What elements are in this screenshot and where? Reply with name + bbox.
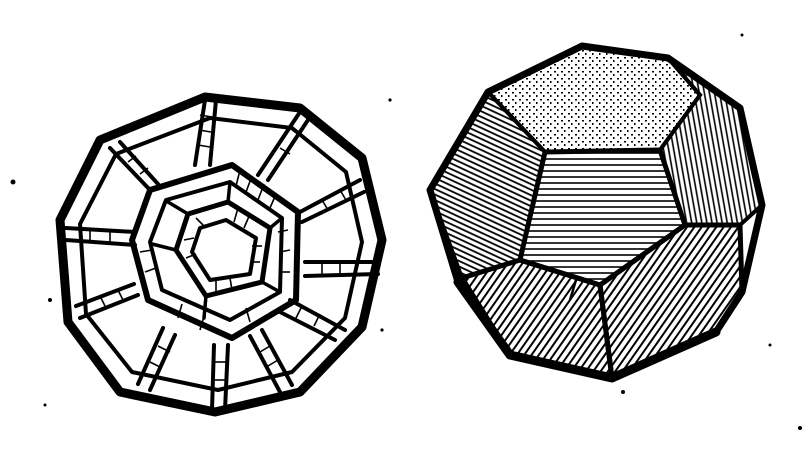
inner-pentagon-window — [192, 220, 256, 280]
skeletal-dodecahedron — [60, 97, 382, 412]
outer-frame — [60, 97, 382, 412]
strut-hatching — [90, 115, 346, 380]
solid-dodecahedron — [430, 46, 762, 378]
